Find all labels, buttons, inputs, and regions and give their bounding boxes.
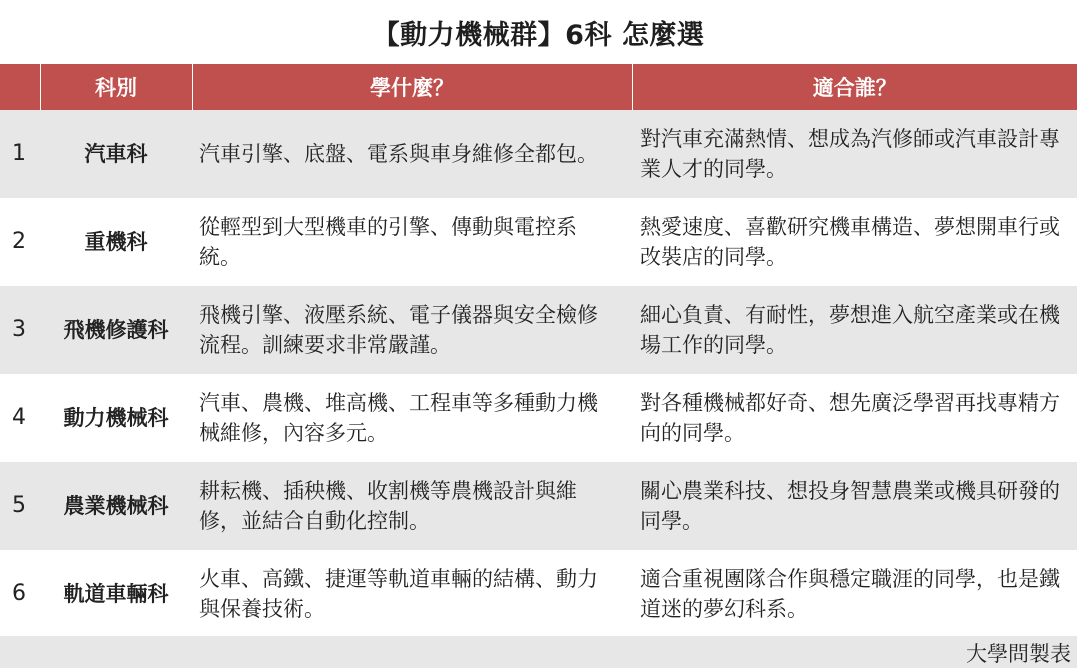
header-fit: 適合誰？ — [812, 76, 897, 100]
header-department: 科別 — [40, 64, 192, 110]
table-header-row — [0, 64, 1077, 110]
row-learn: 汽車、農機、堆高機、工程車等多種動力機械維修，內容多元。 — [199, 391, 598, 445]
row-department: 軌道車輛科 — [63, 582, 169, 606]
source-credit: 大學問製表 — [966, 642, 1071, 666]
row-fit: 適合重視團隊合作與穩定職涯的同學，也是鐵道迷的夢幻科系。 — [640, 567, 1060, 621]
table-body — [0, 110, 1077, 638]
row-number: 1 — [12, 141, 26, 166]
row-number: 5 — [12, 493, 26, 518]
row-department: 農業機械科 — [63, 494, 169, 518]
row-learn: 耕耘機、插秧機、收割機等農機設計與維修，並結合自動化控制。 — [199, 479, 577, 533]
row-fit: 細心負責、有耐性，夢想進入航空產業或在機場工作的同學。 — [640, 303, 1060, 357]
footer-bar — [0, 636, 1077, 668]
row-learn: 火車、高鐵、捷運等軌道車輛的結構、動力與保養技術。 — [199, 567, 598, 621]
header-learn: 學什麼？ — [192, 64, 632, 110]
row-fit: 熱愛速度、喜歡研究機車構造、夢想開車行或改裝店的同學。 — [640, 215, 1060, 269]
table-row — [0, 550, 1077, 638]
row-number: 6 — [12, 581, 26, 606]
row-department: 重機科 — [84, 230, 148, 254]
table-header — [0, 64, 1077, 110]
row-department: 動力機械科 — [63, 406, 169, 430]
row-fit: 對汽車充滿熱情、想成為汽修師或汽車設計專業人才的同學。 — [640, 127, 1060, 181]
row-department: 飛機修護科 — [63, 318, 169, 342]
departments-table — [0, 64, 1077, 638]
header-number — [0, 64, 40, 110]
row-fit: 對各種機械都好奇、想先廣泛學習再找專精方向的同學。 — [640, 391, 1060, 445]
page-title: 【動力機械群】6科 怎麼選 — [372, 19, 705, 51]
row-department: 汽車科 — [84, 142, 148, 166]
row-number: 2 — [12, 229, 26, 254]
row-learn: 飛機引擎、液壓系統、電子儀器與安全檢修流程。訓練要求非常嚴謹。 — [199, 303, 598, 357]
table-row — [0, 462, 1077, 550]
row-learn: 汽車引擎、底盤、電系與車身維修全都包。 — [199, 142, 598, 166]
table-row — [0, 110, 1077, 198]
table-row — [0, 286, 1077, 374]
row-number: 3 — [12, 317, 26, 342]
row-fit: 關心農業科技、想投身智慧農業或機具研發的同學。 — [640, 479, 1060, 533]
table-row — [0, 198, 1077, 286]
row-learn: 從輕型到大型機車的引擎、傳動與電控系統。 — [199, 215, 577, 269]
table-row — [0, 374, 1077, 462]
row-number: 4 — [12, 405, 26, 430]
